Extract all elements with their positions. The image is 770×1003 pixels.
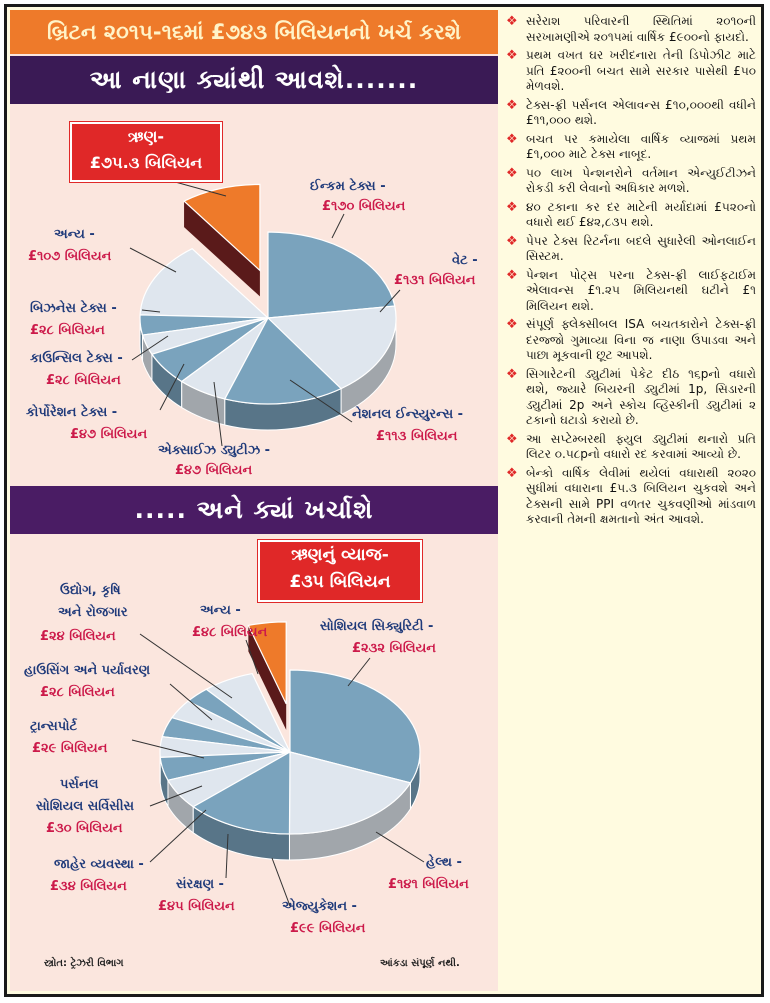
bullet-item xyxy=(506,466,756,528)
debt-interest-callout xyxy=(258,540,422,602)
leader-debt xyxy=(168,180,226,196)
debt-interest-callout-title: ઋણનું વ્યાજ- xyxy=(291,545,389,565)
label-public-order-name: જાહેર વ્યવસ્થા - xyxy=(54,857,144,872)
bullet-item xyxy=(506,166,756,197)
label-pss-value: £૩૦ બિલિયન xyxy=(46,821,123,836)
debt-callout-title: ઋણ- xyxy=(127,127,165,146)
label-corp-tax-value: £૪૭ બિલિયન xyxy=(70,427,148,442)
leader-social-security xyxy=(348,658,370,686)
label-corp-tax-name: કોર્પોરેશન ટેક્સ - xyxy=(26,405,118,420)
label-defence-name: સંરક્ષણ - xyxy=(176,877,224,892)
label-vat-value: £૧૩૧ બિલિયન xyxy=(394,273,476,288)
label-health-name: હેલ્થ - xyxy=(426,855,462,870)
label-business-tax-name: બિઝનેસ ટેક્સ - xyxy=(30,301,117,316)
diamond-bullet-icon: ❖ xyxy=(506,366,518,382)
section2-heading: ..... અને ક્યાં ખર્ચાશે xyxy=(10,486,498,534)
label-income-tax-value: £૧૭૦ બિલિયન xyxy=(322,199,406,214)
bullet-text: બચત પર કમાયેલા વાર્ષિક વ્યાજમાં પ્રથમ £૧,૦૦૦ માટે ટેક્સ નાબૂદ. xyxy=(526,131,756,161)
label-social-security-name: સોશિયલ સિક્યુરિટી - xyxy=(320,619,434,634)
label-ni-value: £૧૧૩ બિલિયન xyxy=(376,429,458,444)
diamond-bullet-icon: ❖ xyxy=(506,199,518,215)
label-health-value: £૧૪૧ બિલિયન xyxy=(388,877,469,892)
label-excise-value: £૪૭ બિલિયન xyxy=(175,463,253,478)
revenue-pie-chart xyxy=(140,184,396,430)
bullet-text: પેન્શન પોટ્સ પરના ટેક્સ-ફ્રી લાઈફટાઈમ એલાવન્સ £૧.૨૫ મિલિયનથી ઘટીને £૧ મિલિયન થશે. xyxy=(526,267,756,313)
bullet-text: સંપૂર્ણ ફ્લેક્સીબલ ISA બચતકારોને ટેક્સ-ફ્રી દરજ્જો ગુમાવ્યા વિના જ નાણા ઉપાડવા અને પાછા મૂકવાની છૂટ આપશે. xyxy=(526,317,756,362)
bullet-text: આ સપ્ટેમ્બરથી ફ્યુલ ડ્યુટીમાં થનારો પ્રતિ લિટર ૦.૫૮pનો વધારો રદ કરવામાં આવ્યો છે. xyxy=(526,431,756,461)
leader-income-tax xyxy=(332,214,344,238)
bullet-text: ૫૦ લાખ પેન્શનરોને વર્તમાન એન્યુઈટીઝને રોકડી કરી લેવાનો અધિકાર મળશે. xyxy=(526,165,756,195)
bullet-item xyxy=(506,432,756,463)
diamond-bullet-icon: ❖ xyxy=(506,131,518,147)
bullet-text: ૪૦ ટકાના કર દર માટેની મર્યાદામાં £૫૨૦નો વધારો થઈ £૪૨,૮૩૫ થશે. xyxy=(526,199,756,229)
bullet-item xyxy=(506,48,756,95)
label-pss-name2: સોશિયલ સર્વિસીસ xyxy=(36,799,135,814)
label-other1-value: £૧૦૭ બિલિયન xyxy=(28,249,112,264)
bullet-item xyxy=(506,317,756,364)
bullet-item xyxy=(506,234,756,265)
label-business-tax-value: £૨૮ બિલિયન xyxy=(30,323,105,338)
pie-slice-0 xyxy=(268,232,395,318)
bullet-item xyxy=(506,268,756,315)
label-defence-value: £૪૫ બિલિયન xyxy=(158,899,235,914)
label-industry-name: ઉદ્યોગ, કૃષિ xyxy=(60,583,121,598)
label-other2-name: અન્ય - xyxy=(200,603,241,618)
leader-education xyxy=(272,858,290,906)
leader-health xyxy=(376,832,424,862)
label-education-value: £૯૯ બિલિયન xyxy=(290,921,366,936)
bullet-item xyxy=(506,14,756,45)
source-note: સ્ત્રોત: ટ્રેઝરી વિભાગ xyxy=(44,958,124,969)
bullet-item xyxy=(506,98,756,129)
diamond-bullet-icon: ❖ xyxy=(506,48,518,63)
label-council-tax-value: £૨૮ બિલિયન xyxy=(46,373,121,388)
label-ni-name: નેશનલ ઈન્સ્યુરન્સ - xyxy=(352,407,464,422)
diamond-bullet-icon: ❖ xyxy=(506,431,518,447)
section1-heading: આ નાણા ક્યાંથી આવશે....... xyxy=(10,56,498,104)
label-industry-value: £૨૪ બિલિયન xyxy=(40,629,116,644)
diamond-bullet-icon: ❖ xyxy=(506,165,518,181)
diamond-bullet-icon: ❖ xyxy=(506,465,518,481)
label-other2-value: £૪૮ બિલિયન xyxy=(192,625,268,640)
label-council-tax-name: કાઉન્સિલ ટેક્સ - xyxy=(30,351,123,366)
diamond-bullet-icon: ❖ xyxy=(506,97,518,113)
debt-callout-value: £૭૫.૩ બિલિયન xyxy=(89,153,203,172)
diamond-bullet-icon: ❖ xyxy=(506,233,518,249)
leader-other1 xyxy=(130,248,176,272)
label-public-order-value: £૩૪ બિલિયન xyxy=(50,879,127,894)
bullet-item xyxy=(506,132,756,163)
label-education-name: એજ્યુકેશન - xyxy=(282,899,357,914)
diamond-bullet-icon: ❖ xyxy=(506,14,518,29)
label-housing-name: હાઉસિંગ અને પર્યાવરણ xyxy=(24,663,151,678)
debt-interest-callout-value: £૩૫ બિલિયન xyxy=(289,572,391,592)
diamond-bullet-icon: ❖ xyxy=(506,317,518,332)
label-excise-name: એક્સાઈઝ ડ્યુટીઝ - xyxy=(158,443,271,458)
spending-pie-chart xyxy=(160,622,420,860)
partial-figures-note: આંકડા સંપૂર્ણ નથી. xyxy=(380,958,460,969)
budget-highlights-list xyxy=(506,14,756,531)
bullet-item xyxy=(506,200,756,231)
diamond-bullet-icon: ❖ xyxy=(506,267,518,283)
bullet-text: ટેક્સ-ફ્રી પર્સનલ એલાવન્સ £૧૦,૦૦૦થી વધીને £૧૧,૦૦૦ થશે. xyxy=(526,97,756,127)
label-pss-name: પર્સનલ xyxy=(60,777,99,792)
label-transport-name: ટ્રાન્સપોર્ટ xyxy=(30,719,78,734)
bullet-text: સિગારેટની ડ્યુટીમાં પેકેટ દીઠ ૧૬pનો વધારો થશે, જ્યારે બિયરની ડ્યુટીમાં 1p, સિડારની ડ્યુટીમાં 2p અને સ્કોચ વ્હિસ્કીની ડ્યુટીમાં ૨ ટકાનો ઘટાડો કરાયો છે. xyxy=(526,366,756,427)
label-income-tax-name: ઈન્કમ ટેક્સ - xyxy=(310,179,386,194)
bullet-text: સરેરાશ પરિવારની સ્થિતિમાં ૨૦૧૦ની સરખામણીએ ૨૦૧૫માં વાર્ષિક £૯૦૦નો ફાયદો. xyxy=(526,14,756,44)
label-vat-name: વેટ - xyxy=(452,253,478,268)
label-transport-value: £૨૯ બિલિયન xyxy=(32,741,108,756)
label-industry-name2: અને રોજગાર xyxy=(58,605,128,620)
title-banner: બ્રિટન ૨૦૧૫-૧૬માં £૭૪૩ બિલિયનનો ખર્ચ કરશે xyxy=(10,10,498,54)
bullet-text: બેન્કો વાર્ષિક લેવીમાં થયેલાં વધારાથી ૨૦૨૦ સુધીમાં વધારાના £૫.૩ બિલિયન ચુકવશે અને ટેક્સની સામે PPI વળતર ચુકવણીઓ માંડવાળ કરવાની તેમની ક્ષમતાનો અંત આવશે. xyxy=(526,465,756,526)
label-social-security-value: £૨૩૨ બિલિયન xyxy=(352,641,436,656)
label-other1-name: અન્ય - xyxy=(54,227,95,242)
bullet-item xyxy=(506,367,756,429)
label-housing-value: £૨૮ બિલિયન xyxy=(40,685,115,700)
debt-callout xyxy=(70,122,222,182)
leader-industry xyxy=(140,634,232,698)
bullet-text: પેપર ટેક્સ રિટર્નના બદલે સુધારેલી ઓનલાઈન સિસ્ટમ. xyxy=(526,233,756,263)
bullet-text: પ્રથમ વખત ઘર ખરીદનારા તેની ડિપોઝીટ માટે પ્રતિ £૨૦૦ની બચત સામે સરકાર પાસેથી £૫૦ મેળવશે. xyxy=(526,48,756,93)
